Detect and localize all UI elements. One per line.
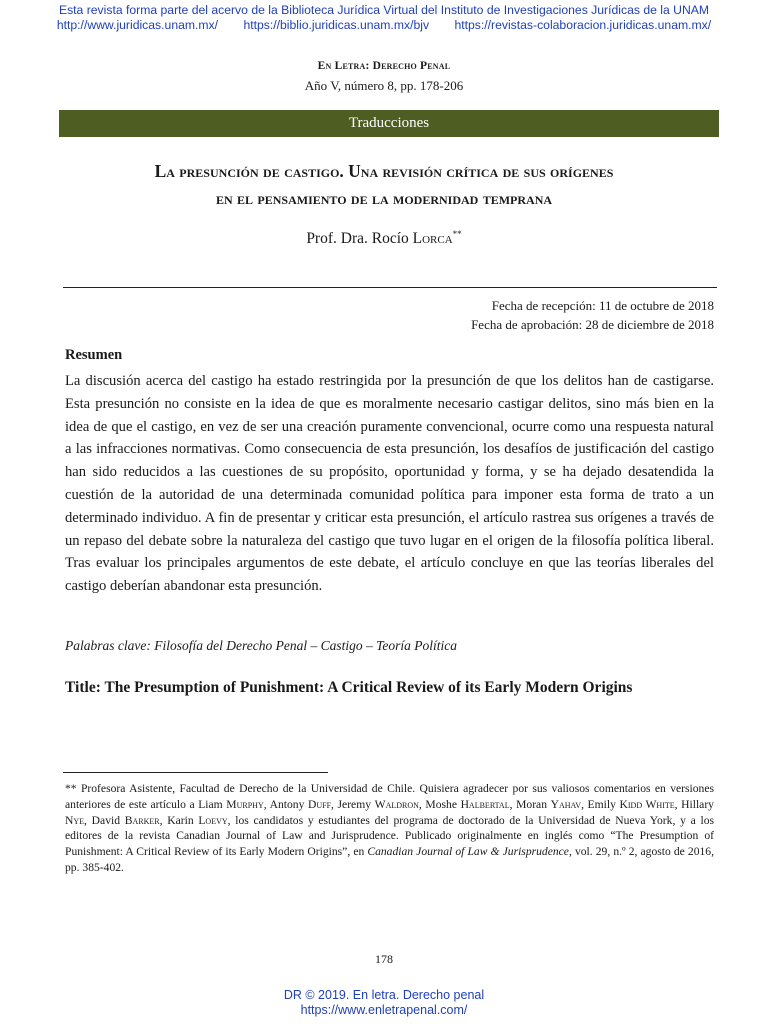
author-prefix: Prof. Dra. Rocío [306, 230, 413, 248]
footnote-name: Waldron [374, 797, 419, 811]
footnote-journal: Canadian Journal of Law & Jurisprudence [367, 845, 569, 859]
footnote-name: Duff [307, 797, 332, 811]
author-footnote-mark: ** [452, 229, 462, 239]
page-number: 178 [375, 952, 393, 966]
abstract-body: La discusión acerca del castigo ha estado restringida por la presunción de que los delitos han de castigarse. Esta presunción no consiste en la idea de que es moralmente necesario castigar delitos, sino más bien en la idea de que el castigo, en vez de ser una creación puramente convencional, ocurre como una respuesta natural a las infracciones normativas. Como consecuencia de esta presunción, los desafíos de justificación del castigo han sido reducidos a las cuestiones de su propósito, oportunidad y forma, y se ha dejado desatendida la cuestión de la autoridad de una determinada comunidad política para imponer esta forma de trato a un determinado individuo. A fin de presentar y criticar esta presunción, el artículo rastrea sus orígenes a través de un repaso del debate sobre la naturaleza del castigo que tuvo lugar en el origen de la filosofía política liberal. Tras evaluar los principales argumentos de este debate, el artículo concluye en que las teorías liberales del castigo deberían abandonar esta presunción. [65, 373, 714, 595]
repository-banner [0, 3, 768, 33]
footnote-name: Nye [65, 813, 85, 827]
footnote [65, 781, 714, 876]
section-banner: Traducciones [59, 110, 719, 137]
copyright-notice: DR © 2019. En letra. Derecho penal [283, 988, 485, 1002]
enletrapenal-link[interactable]: https://www.enletrapenal.com/ [300, 1003, 468, 1017]
header-divider [63, 287, 717, 288]
journal-issue: Año V, número 8, pp. 178-206 [304, 78, 464, 93]
juridicas-link[interactable]: http://www.juridicas.unam.mx/ [56, 18, 219, 32]
footnote-text: , David [84, 813, 125, 827]
footnote-name: Barker [124, 813, 160, 827]
footnote-name: Yahav [550, 797, 582, 811]
footnote-text: , Antony [263, 797, 308, 811]
footnote-name: Murphy [226, 797, 264, 811]
repository-notice: Esta revista forma parte del acervo de la Biblioteca Jurídica Virtual del Instituto de Investigaciones Jurídicas de la UNAM [58, 3, 710, 17]
footnote-name: Kidd White [619, 797, 675, 811]
article-title-line-2: en el pensamiento de la modernidad temprana [215, 188, 553, 208]
footnote-text: , los candidatos y estudiantes del programa de doctorado de la Universidad de Nueva York, y a los editores de la revista Canadian Journal of Law and Jurisprudence. Publicado originalmente en inglés como “The Presumption of Punishment: A Critical Review of its Early Modern Origins”, en [65, 813, 714, 859]
author-surname: Lorca [412, 230, 453, 248]
biblio-link[interactable]: https://biblio.juridicas.unam.mx/bjv [243, 18, 430, 32]
footnote-text: , Moshe [418, 797, 461, 811]
keywords: Palabras clave: Filosofía del Derecho Penal – Castigo – Teoría Política [65, 638, 457, 653]
footnote-text: , Jeremy [331, 797, 375, 811]
received-date: Fecha de recepción: 11 de octubre de 2018 [491, 298, 714, 313]
footnote-text: , Hillary [674, 797, 714, 811]
journal-title: En Letra: Derecho Penal [317, 60, 451, 72]
abstract-heading: Resumen [65, 347, 123, 363]
submission-dates [471, 296, 714, 334]
repository-links [0, 18, 768, 33]
footnote-text: , vol. 29, n.º 2, agosto de 2016, pp. 385-402. [65, 845, 714, 874]
footnote-name: Halbertal [460, 797, 510, 811]
revistas-link[interactable]: https://revistas-colaboracion.juridicas.unam.mx/ [454, 18, 712, 32]
copyright-banner [0, 988, 768, 1018]
author-line [0, 229, 768, 248]
footnote-text: , Emily [581, 797, 620, 811]
approved-date: Fecha de aprobación: 28 de diciembre de 2018 [471, 317, 714, 332]
footnote-divider [63, 772, 328, 773]
footnote-text: , Moran [509, 797, 551, 811]
footnote-text: ** Profesora Asistente, Facultad de Derecho de la Universidad de Chile. Quisiera agradecer por sus valiosos comentarios en versiones anteriores de este artículo a Liam [65, 782, 714, 811]
footnote-text: , Karin [159, 813, 199, 827]
article-title-line-1: La presunción de castigo. Una revisión crítica de sus orígenes [154, 161, 614, 181]
article-title [40, 158, 728, 212]
english-title: Title: The Presumption of Punishment: A Critical Review of its Early Modern Origins [65, 679, 633, 696]
footnote-name: Loevy [198, 813, 228, 827]
